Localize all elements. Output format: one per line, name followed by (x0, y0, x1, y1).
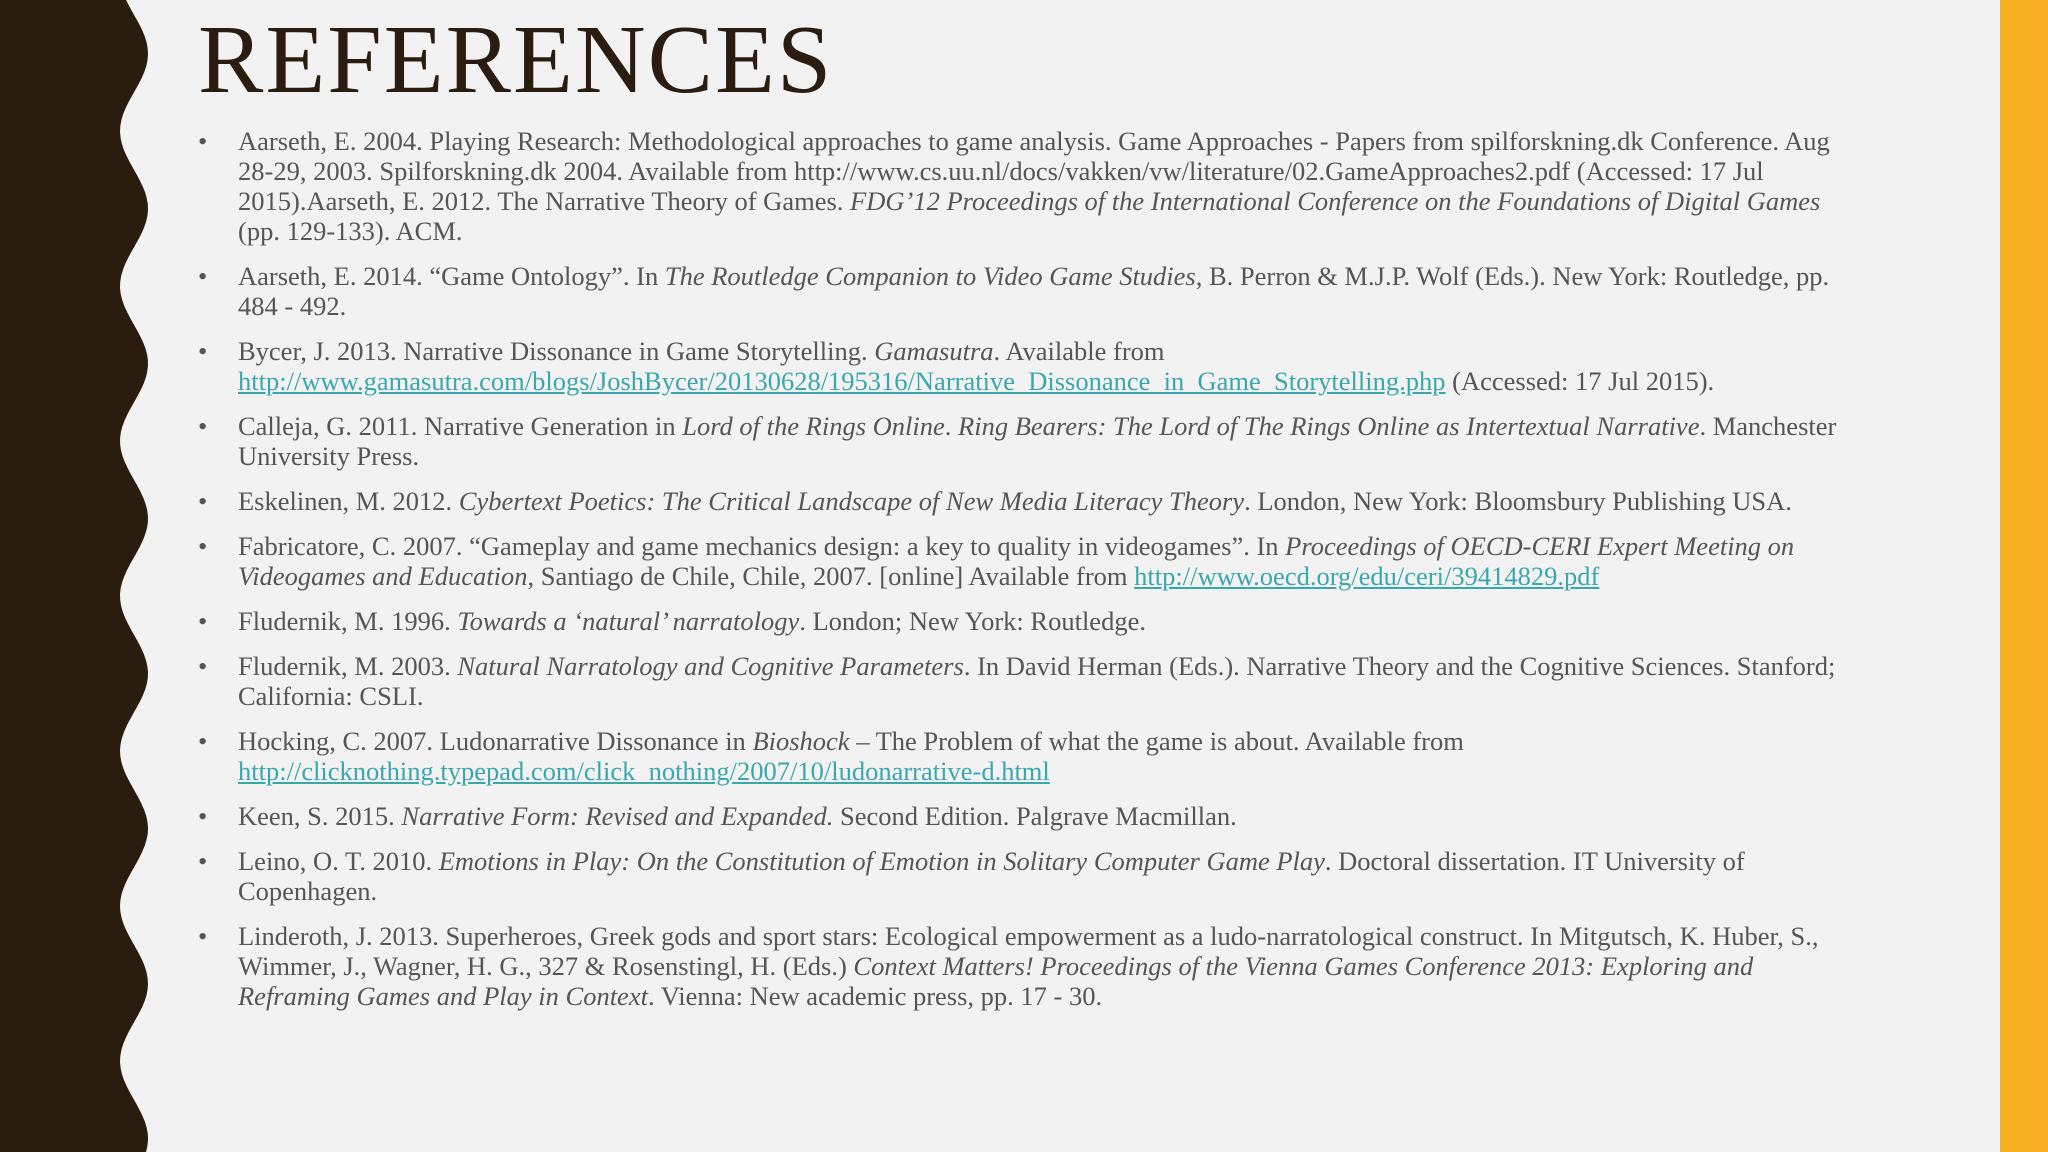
reference-item: • Leino, O. T. 2010. Emotions in Play: On the Constitution of Emotion in Solitary Computer Game Play. Doctoral dissertation. IT University of Copenhagen. (198, 846, 1866, 906)
reference-item: • Calleja, G. 2011. Narrative Generation in Lord of the Rings Online. Ring Bearers: The Lord of The Rings Online as Intertextual Narrative. Manchester University Press. (198, 411, 1866, 471)
reference-item: • Keen, S. 2015. Narrative Form: Revised and Expanded. Second Edition. Palgrave Macmillan. (198, 801, 1866, 831)
references-list (198, 126, 1866, 1026)
reference-item: • Hocking, C. 2007. Ludonarrative Dissonance in Bioshock – The Problem of what the game is about. Available from http://clicknothing.typepad.com/click_nothing/2007/10/ludonarrative-d.html (198, 726, 1866, 786)
reference-item: • Eskelinen, M. 2012. Cybertext Poetics: The Critical Landscape of New Media Literacy Theory. London, New York: Bloomsbury Publishing USA. (198, 486, 1866, 516)
reference-item: • Fludernik, M. 2003. Natural Narratology and Cognitive Parameters. In David Herman (Eds.). Narrative Theory and the Cognitive Sciences. Stanford; California: CSLI. (198, 651, 1866, 711)
page-title: REFERENCES (198, 6, 834, 114)
reference-link[interactable]: http://www.gamasutra.com/blogs/JoshBycer/20130628/195316/Narrative_Dissonance_in_Game_Storytelling.php (238, 366, 1446, 396)
accent-side-bar (2000, 0, 2048, 1152)
reference-item: • Fabricatore, C. 2007. “Gameplay and game mechanics design: a key to quality in videogames”. In Proceedings of OECD-CERI Expert Meeting on Videogames and Education, Santiago de Chile, Chile, 2007. [online] Available from http://www.oecd.org/edu/ceri/39414829.pdf (198, 531, 1866, 591)
reference-link[interactable]: http://www.oecd.org/edu/ceri/39414829.pdf (1134, 561, 1600, 591)
reference-item: • Aarseth, E. 2014. “Game Ontology”. In The Routledge Companion to Video Game Studies, B. Perron & M.J.P. Wolf (Eds.). New York: Routledge, pp. 484 - 492. (198, 261, 1866, 321)
decorative-wave-border (0, 0, 170, 1152)
reference-item: • Aarseth, E. 2004. Playing Research: Methodological approaches to game analysis. Game Approaches - Papers from spilforskning.dk Conference. Aug 28-29, 2003. Spilforskning.dk 2004. Available from http://www.cs.uu.nl/docs/vakken/vw/literature/02.GameApproaches2.pdf (Accessed: 17 Jul 2015).Aarseth, E. 2012. The Narrative Theory of Games. FDG’12 Proceedings of the International Conference on the Foundations of Digital Games (pp. 129-133). ACM. (198, 126, 1866, 246)
reference-link[interactable]: http://clicknothing.typepad.com/click_nothing/2007/10/ludonarrative-d.html (238, 756, 1050, 786)
reference-item: • Fludernik, M. 1996. Towards a ‘natural’ narratology. London; New York: Routledge. (198, 606, 1866, 636)
reference-item: • Linderoth, J. 2013. Superheroes, Greek gods and sport stars: Ecological empowerment as a ludo-narratological construct. In Mitgutsch, K. Huber, S., Wimmer, J., Wagner, H. G., 327 & Rosenstingl, H. (Eds.) Context Matters! Proceedings of the Vienna Games Conference 2013: Exploring and Reframing Games and Play in Context. Vienna: New academic press, pp. 17 - 30. (198, 921, 1866, 1011)
reference-item: • Bycer, J. 2013. Narrative Dissonance in Game Storytelling. Gamasutra. Available from http://www.gamasutra.com/blogs/JoshBycer/20130628/195316/Narrative_Dissonance_in_Game_Storytelling.php (Accessed: 17 Jul 2015). (198, 336, 1866, 396)
